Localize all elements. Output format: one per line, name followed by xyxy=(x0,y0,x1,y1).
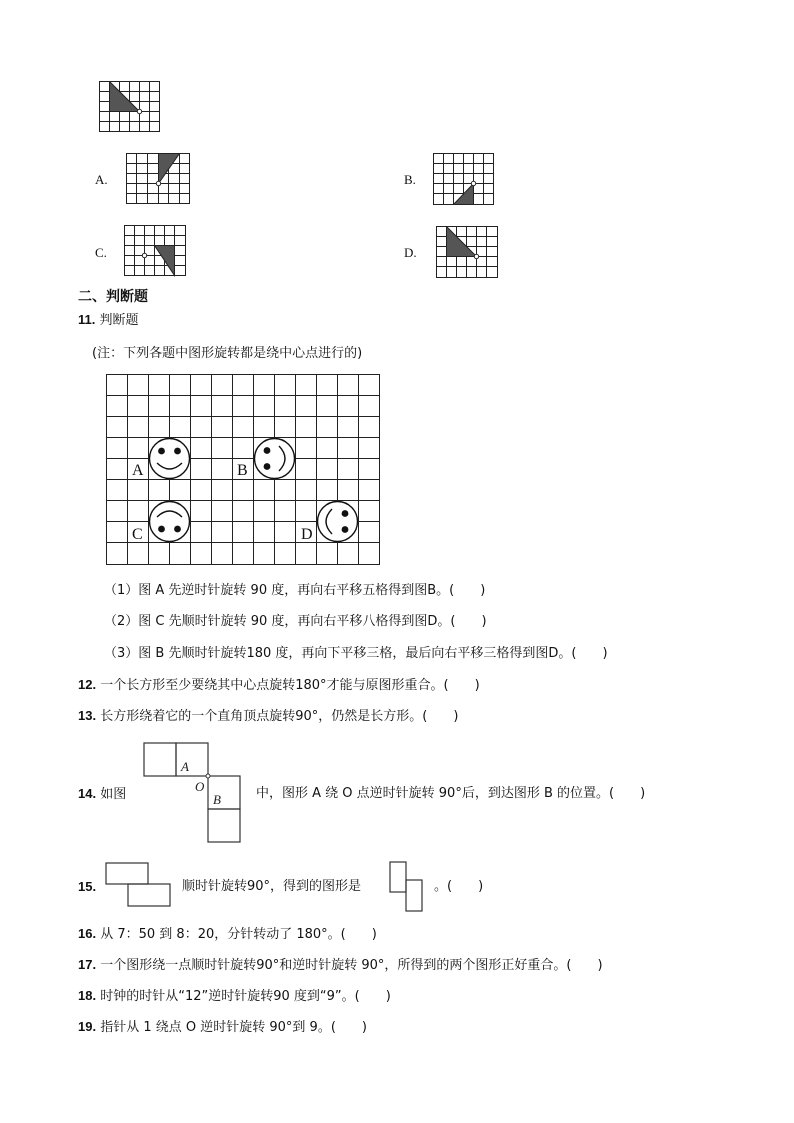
q14-prefix: 如图 xyxy=(100,787,127,802)
option-c-figure[interactable] xyxy=(124,225,186,277)
q11-title: 判断题 xyxy=(99,313,139,328)
q15-number: 15. xyxy=(78,879,97,894)
q11-face-grid xyxy=(106,374,380,566)
q19-text: 指针从 1 绕点 O 逆时针旋转 90°到 9。( ) xyxy=(100,1020,367,1035)
q11-note: (注：下列各题中图形旋转都是绕中心点进行的) xyxy=(92,346,363,361)
q14-line-start xyxy=(78,785,126,804)
face-b xyxy=(255,439,295,479)
q12-line xyxy=(78,676,480,695)
q19-line xyxy=(78,1018,367,1037)
q13-line xyxy=(78,707,458,726)
face-a xyxy=(150,439,190,479)
q17-number: 17. xyxy=(78,957,97,972)
section-title: 二、判断题 xyxy=(78,289,148,305)
q11-number: 11. xyxy=(78,312,96,327)
q14-label-a: A xyxy=(181,759,189,774)
q14-figure xyxy=(140,741,244,845)
q14-number: 14. xyxy=(78,786,97,801)
q11-item-1: （1）图 A 先逆时针旋转 90 度，再向右平移五格得到图B。( ) xyxy=(104,583,486,598)
question-figure-original xyxy=(99,81,160,133)
q13-text: 长方形绕着它的一个直角顶点旋转90°，仍然是长方形。( ) xyxy=(100,709,459,724)
q11-line xyxy=(78,311,139,330)
option-c-label: C. xyxy=(95,245,107,260)
q15-figure-original xyxy=(104,861,172,909)
q13-number: 13. xyxy=(78,708,97,723)
q11-item-2: （2）图 C 先顺时针旋转 90 度，再向右平移八格得到图D。( ) xyxy=(104,614,487,629)
q16-line xyxy=(78,925,377,944)
option-b-figure[interactable] xyxy=(433,153,494,206)
option-b-label: B. xyxy=(404,172,416,187)
q15-figure-answer xyxy=(388,860,426,914)
face-b-label: B xyxy=(237,462,248,479)
q15-line-start xyxy=(78,878,96,897)
option-d-label: D. xyxy=(404,245,417,260)
q18-text: 时钟的时针从“12”逆时针旋转90 度到“9”。( ) xyxy=(100,989,391,1004)
face-c-label: C xyxy=(132,526,143,543)
q19-number: 19. xyxy=(78,1019,97,1034)
q18-number: 18. xyxy=(78,988,97,1003)
q16-text: 从 7：50 到 8：20，分针转动了 180°。( ) xyxy=(100,927,377,942)
q11-item-3: （3）图 B 先顺时针旋转180 度，再向下平移三格，最后向右平移三格得到图D。( ) xyxy=(104,646,608,661)
q14-label-b: B xyxy=(213,792,221,807)
q18-line xyxy=(78,987,391,1006)
face-c xyxy=(150,502,190,542)
option-a-label: A. xyxy=(95,172,108,187)
option-a-figure[interactable] xyxy=(126,153,190,205)
face-d xyxy=(318,502,358,542)
q12-text: 一个长方形至少要绕其中心点旋转180°才能与原图形重合。( ) xyxy=(100,678,480,693)
q17-line xyxy=(78,956,603,975)
face-a-label: A xyxy=(132,462,144,479)
q12-number: 12. xyxy=(78,677,97,692)
face-d-label: D xyxy=(301,526,313,543)
q14-label-o: O xyxy=(195,779,205,794)
option-d-figure[interactable] xyxy=(436,226,498,279)
q15-text: 顺时针旋转90°，得到的图形是 xyxy=(182,879,362,894)
q14-text: 中，图形 A 绕 O 点逆时针旋转 90°后，到达图形 B 的位置。( ) xyxy=(256,786,646,801)
q16-number: 16. xyxy=(78,926,97,941)
q15-suffix: 。( ) xyxy=(434,879,484,894)
q17-text: 一个图形绕一点顺时针旋转90°和逆时针旋转 90°，所得到的两个图形正好重合。( ) xyxy=(100,958,603,973)
